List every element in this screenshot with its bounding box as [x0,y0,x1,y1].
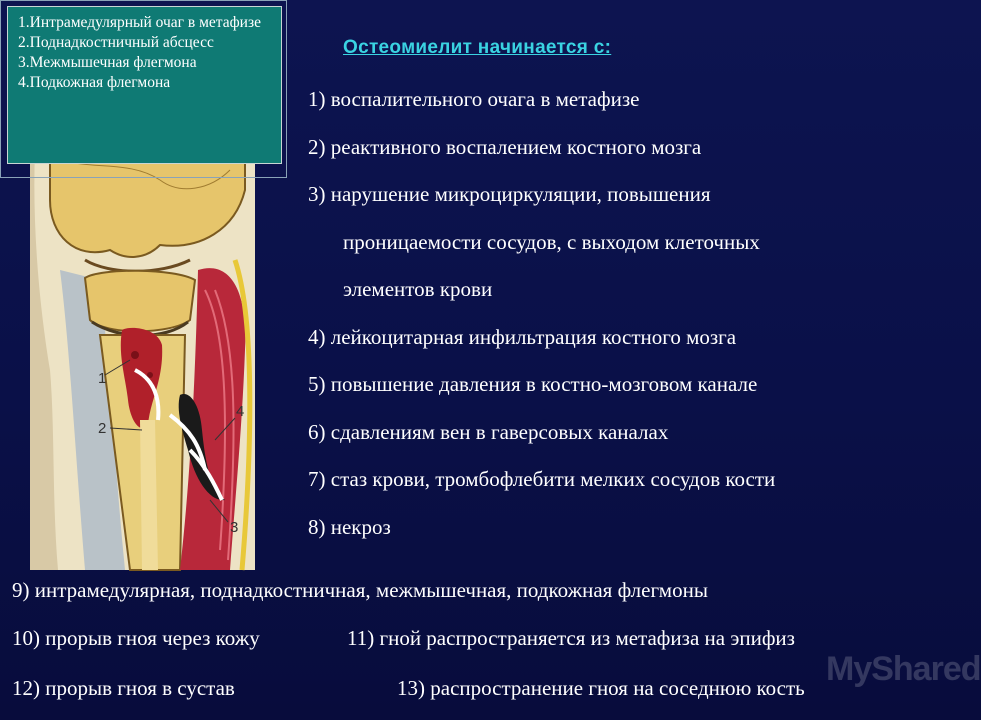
step-7: 7) стаз крови, тромбофлебити мелких сосудов кости [308,467,776,491]
step-3-continued: элементов крови [343,277,493,301]
step-3-continued: проницаемости сосудов, с выходом клеточных [343,229,760,254]
watermark-logo: MyShared [826,650,981,688]
step-13: 13) распространение гноя на соседнюю кость [397,676,805,700]
legend-item: 3.Межмышечная флегмона [18,54,197,71]
step-8: 8) некроз [308,514,391,539]
figure-label-2: 2 [98,420,107,437]
steps-list [308,76,948,551]
step-1: 1) воспалительного очага в метафизе [308,87,640,111]
step-12: 12) прорыв гноя в сустав [12,676,235,700]
bone-illustration [30,150,255,570]
step-5: 5) повышение давления в костно-мозговом канале [308,372,758,396]
legend-item: 4.Подкожная флегмона [18,74,171,91]
step-2: 2) реактивного воспалением костного мозга [308,134,702,159]
legend-box [7,6,282,164]
step-10: 10) прорыв гноя через кожу [12,626,260,650]
legend-item: 1.Интрамедулярный очаг в метафизе [18,14,261,31]
figure-label-1: 1 [98,370,107,387]
step-4: 4) лейкоцитарная инфильтрация костного мозга [308,324,737,349]
figure-label-3: 3 [230,519,239,536]
step-11: 11) гной распространяется из метафиза на эпифиз [347,626,795,650]
step-9: 9) интрамедулярная, поднадкостничная, межмышечная, подкожная флегмоны [12,578,708,602]
step-6: 6) сдавлениям вен в гаверсовых каналах [308,419,669,444]
legend-item: 2.Поднадкостничный абсцесс [18,34,214,51]
step-3: 3) нарушение микроциркуляции, повышения [308,182,711,206]
figure-label-4: 4 [236,403,245,420]
slide-title: Остеомиелит начинается с: [343,37,612,58]
